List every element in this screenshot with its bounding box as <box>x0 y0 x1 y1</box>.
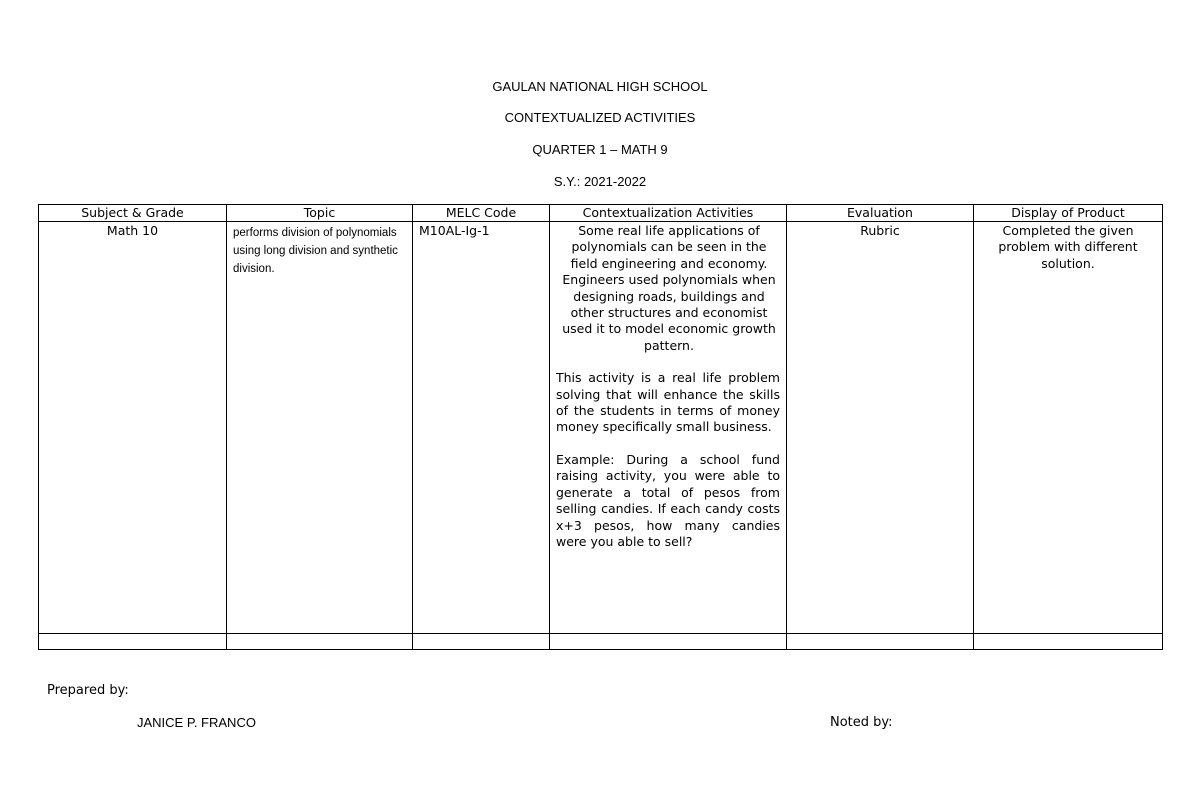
cell-topic <box>227 222 413 634</box>
empty-cell <box>413 634 550 650</box>
noted-by-label: Noted by: <box>830 715 893 730</box>
school-name: GAULAN NATIONAL HIGH SCHOOL <box>492 79 708 94</box>
table-row <box>39 222 1163 634</box>
empty-cell <box>550 634 787 650</box>
table-header-row <box>39 205 1163 222</box>
cell-subject-grade: Math 10 <box>39 222 227 634</box>
cell-contextualization-activities <box>550 222 787 634</box>
empty-cell <box>787 634 974 650</box>
column-header-topic: Topic <box>227 205 413 222</box>
activities-table <box>38 204 1163 650</box>
empty-cell <box>974 634 1163 650</box>
quarter-subject: QUARTER 1 – MATH 9 <box>532 142 668 157</box>
column-header-display-of-product: Display of Product <box>974 205 1163 222</box>
column-header-evaluation: Evaluation <box>787 205 974 222</box>
topic-text: performs division of polynomials using long division and synthetic division. <box>233 227 398 275</box>
activity-intro-paragraph: Some real life applications of polynomials can be seen in the field engineering and economy. Engineers used polynomials when designing roads, buildings and other structures and economist used it to model economic growth pattern. <box>562 223 776 353</box>
cell-melc-code: M10AL-Ig-1 <box>413 222 550 634</box>
preparer-name: JANICE P. FRANCO <box>137 715 256 730</box>
activity-example-paragraph: Example: During a school fund raising activity, you were able to generate a total of pesos from selling candies. If each candy costs x+3 pesos, how many candies were you able to sell? <box>556 451 780 549</box>
cell-evaluation: Rubric <box>787 222 974 634</box>
cell-display-of-product: Completed the given problem with different solution. <box>974 222 1163 634</box>
school-year: S.Y.: 2021-2022 <box>553 174 647 189</box>
column-header-contextualization-activities: Contextualization Activities <box>550 205 787 222</box>
column-header-melc-code: MELC Code <box>413 205 550 222</box>
empty-cell <box>227 634 413 650</box>
column-header-subject-grade: Subject & Grade <box>39 205 227 222</box>
document-title: CONTEXTUALIZED ACTIVITIES <box>504 110 696 125</box>
prepared-by-label: Prepared by: <box>47 683 129 698</box>
empty-table-row <box>39 634 1163 650</box>
activity-description-paragraph: This activity is a real life problem solving that will enhance the skills of the students in terms of money money specifically small business. <box>556 370 780 435</box>
empty-cell <box>39 634 227 650</box>
